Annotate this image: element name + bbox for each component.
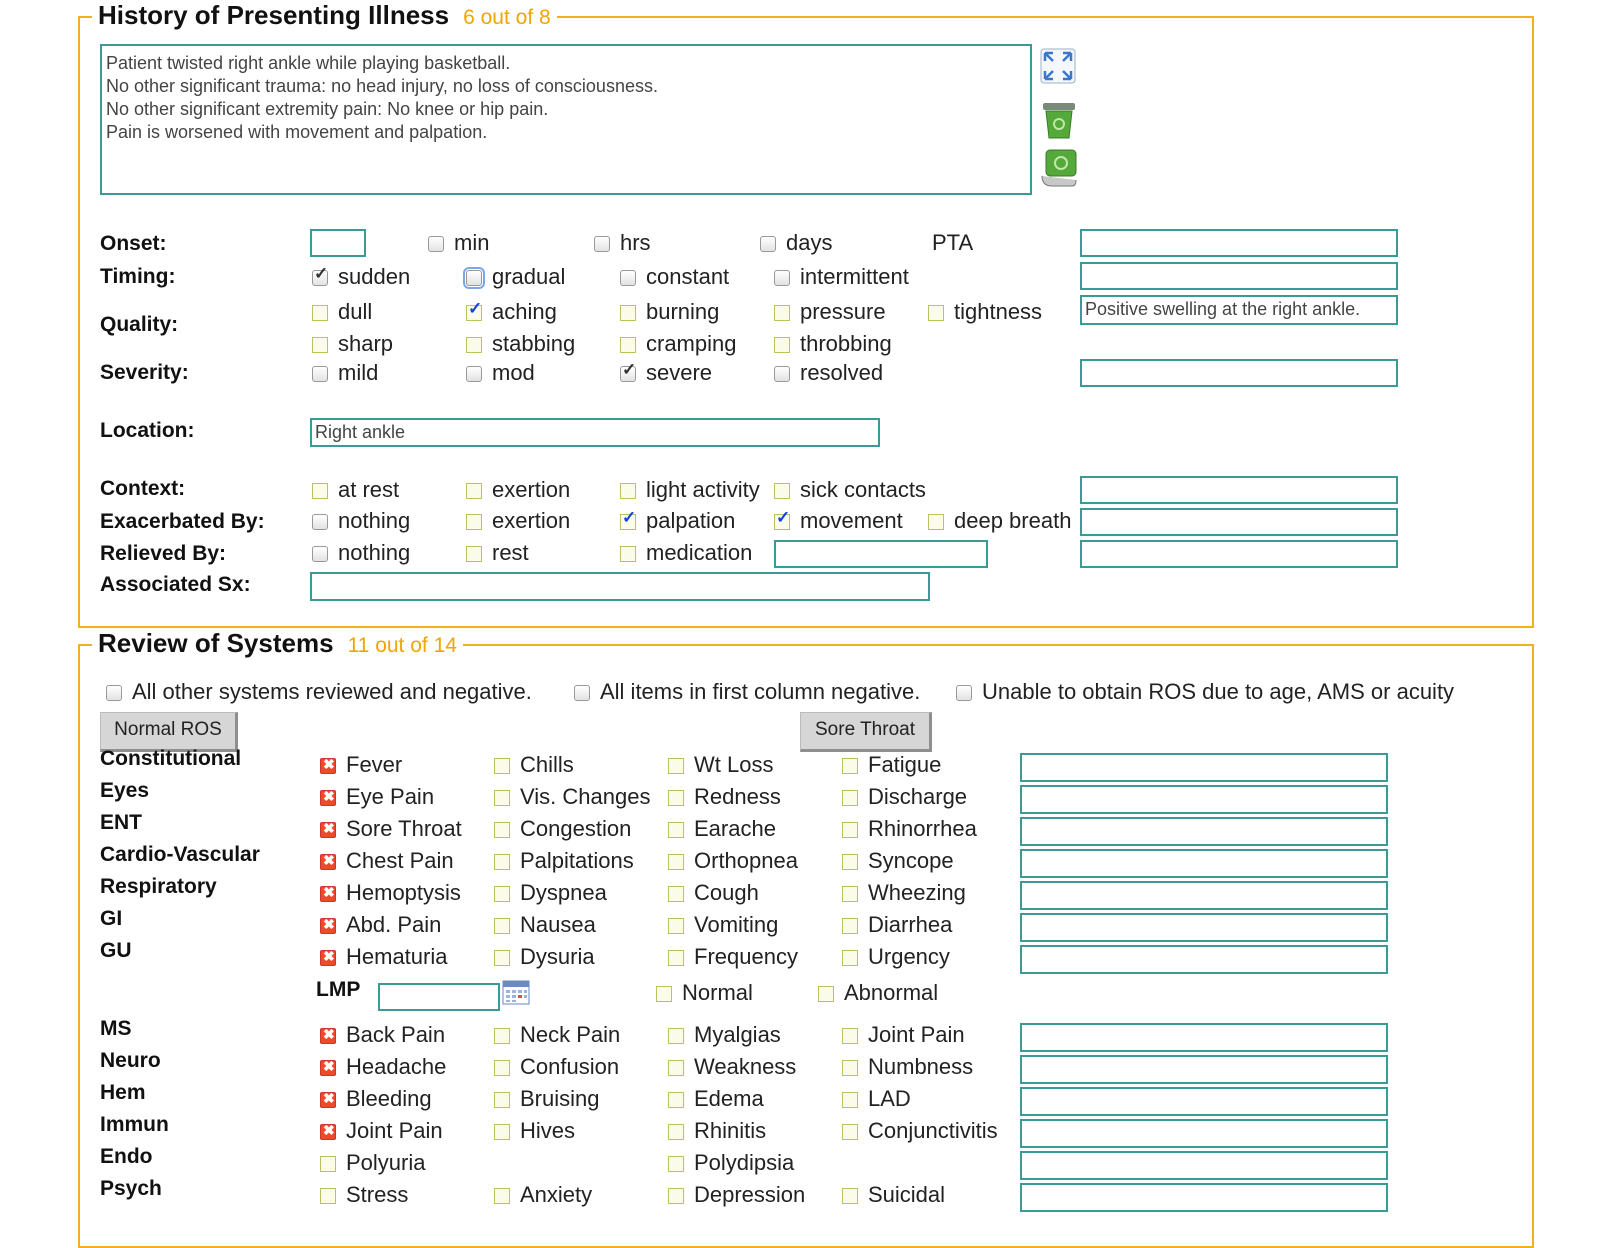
pta-label: PTA — [932, 230, 974, 255]
positive-x-icon: ✖ — [323, 756, 335, 772]
hpi-narrative-textarea[interactable] — [100, 44, 1032, 195]
relieved-medication-input[interactable] — [774, 540, 988, 568]
ros-notes-input[interactable] — [1020, 1055, 1388, 1084]
ros-system-label: Respiratory — [100, 875, 217, 898]
location-input[interactable]: Right ankle — [310, 418, 880, 447]
onset-label: Onset: — [100, 232, 167, 255]
severity-label: Severity: — [100, 361, 189, 384]
ros-system-label: MS — [100, 1017, 132, 1040]
positive-x-icon: ✖ — [323, 884, 335, 900]
positive-x-icon: ✖ — [323, 852, 335, 868]
positive-x-icon: ✖ — [323, 1058, 335, 1074]
ros-notes-input[interactable] — [1020, 913, 1388, 942]
positive-x-icon: ✖ — [323, 788, 335, 804]
ros-notes-input[interactable] — [1020, 1119, 1388, 1148]
onset-notes-input[interactable] — [1080, 229, 1398, 257]
ros-notes-input[interactable] — [1020, 753, 1388, 782]
ros-count: 11 out of 14 — [347, 634, 457, 657]
normal-ros-button[interactable]: Normal ROS — [100, 712, 238, 752]
hpi-line: Patient twisted right ankle while playing basketball. — [106, 53, 511, 73]
ros-system-label: Cardio-Vascular — [100, 843, 260, 866]
exacerbated-label: Exacerbated By: — [100, 510, 265, 533]
lmp-label: LMP — [316, 978, 361, 1001]
hpi-line: No other significant extremity pain: No knee or hip pain. — [106, 99, 549, 119]
associated-sx-input[interactable] — [310, 572, 930, 601]
severity-notes-input[interactable] — [1080, 359, 1398, 387]
positive-x-icon: ✖ — [323, 1026, 335, 1042]
calendar-icon[interactable] — [502, 978, 530, 1006]
ros-notes-input[interactable] — [1020, 1087, 1388, 1116]
ros-legend — [92, 628, 463, 659]
ros-system-label: Endo — [100, 1145, 153, 1168]
ros-system-label: Eyes — [100, 779, 150, 802]
ros-title: Review of Systems — [98, 628, 334, 658]
context-notes-input[interactable] — [1080, 476, 1398, 504]
ros-notes-input[interactable] — [1020, 1183, 1388, 1212]
hpi-line: No other significant trauma: no head injury, no loss of consciousness. — [106, 76, 658, 96]
ros-system-label: Constitutional — [100, 747, 242, 770]
context-label: Context: — [100, 477, 186, 500]
hpi-title: History of Presenting Illness — [98, 0, 450, 30]
ros-notes-input[interactable] — [1020, 945, 1388, 974]
associated-label: Associated Sx: — [100, 573, 251, 596]
ros-notes-input[interactable] — [1020, 849, 1388, 878]
hpi-line: Pain is worsened with movement and palpation. — [106, 122, 488, 142]
ros-system-label: ENT — [100, 811, 142, 834]
ros-system-label: Hem — [100, 1081, 146, 1104]
ros-system-label: GI — [100, 907, 123, 930]
timing-notes-input[interactable] — [1080, 262, 1398, 290]
relieved-label: Relieved By: — [100, 542, 227, 565]
positive-x-icon: ✖ — [323, 916, 335, 932]
ros-notes-input[interactable] — [1020, 817, 1388, 846]
ros-system-label: Immun — [100, 1113, 169, 1136]
ros-notes-input[interactable] — [1020, 881, 1388, 910]
positive-x-icon: ✖ — [323, 1090, 335, 1106]
trash-icon[interactable] — [1040, 100, 1078, 140]
hpi-legend — [92, 0, 557, 31]
relieved-notes-input[interactable] — [1080, 540, 1398, 568]
recycle-icon[interactable] — [1040, 148, 1080, 188]
timing-label: Timing: — [100, 265, 176, 288]
quality-notes-input[interactable]: Positive swelling at the right ankle. — [1080, 295, 1398, 325]
positive-x-icon: ✖ — [323, 1122, 335, 1138]
onset-input[interactable] — [310, 229, 366, 257]
positive-x-icon: ✖ — [323, 820, 335, 836]
positive-x-icon: ✖ — [323, 948, 335, 964]
location-label: Location: — [100, 419, 195, 442]
ros-system-label: Neuro — [100, 1049, 161, 1072]
exacerbated-notes-input[interactable] — [1080, 508, 1398, 536]
sore-throat-button[interactable]: Sore Throat — [800, 712, 932, 752]
hpi-count: 6 out of 8 — [463, 6, 551, 29]
expand-icon[interactable] — [1040, 48, 1076, 84]
ros-notes-input[interactable] — [1020, 1151, 1388, 1180]
ros-notes-input[interactable] — [1020, 1023, 1388, 1052]
ros-notes-input[interactable] — [1020, 785, 1388, 814]
quality-label: Quality: — [100, 313, 179, 336]
ros-system-label: Psych — [100, 1177, 162, 1200]
lmp-date-input[interactable] — [378, 983, 500, 1011]
ros-system-label: GU — [100, 939, 132, 962]
